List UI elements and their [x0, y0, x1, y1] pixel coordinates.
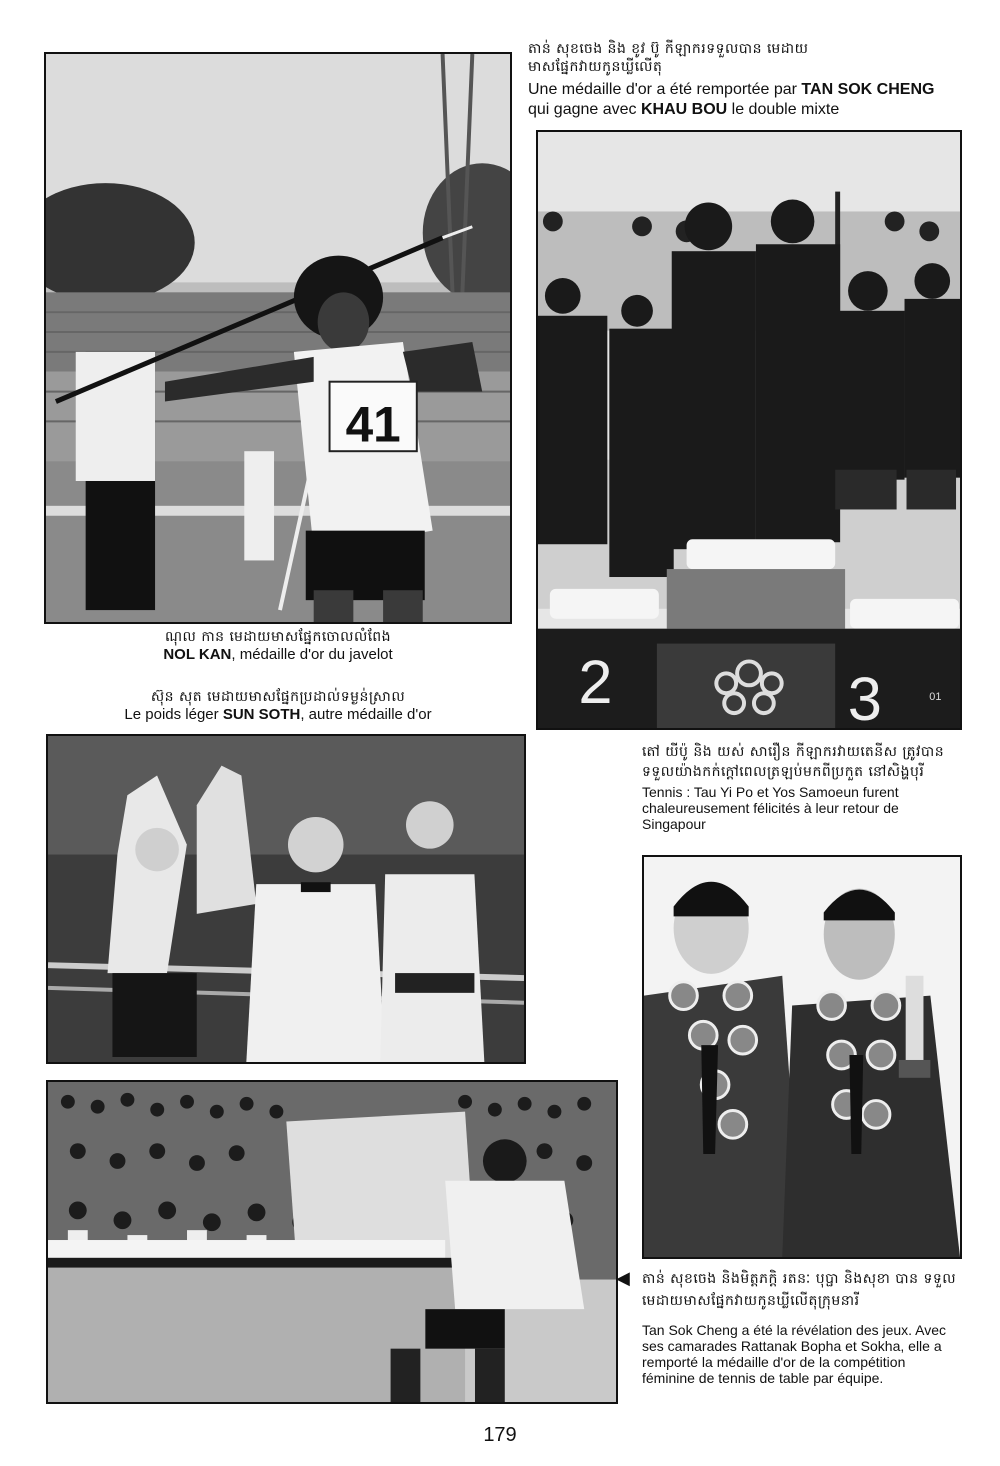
javelin-bib-number: 41: [345, 396, 401, 453]
name-tan-sok-cheng: TAN SOK CHENG: [801, 81, 935, 98]
caption-tennis-khmer: តៅ យីប៉ូ និង យស់ សារឿន កីឡាករវាយតេនីស ត្រូវបានទទួលយ៉ាងកក់ក្ដៅពេលត្រឡប់មកពីប្រកួត នៅសិង្ហបុរី: [642, 744, 945, 780]
podium-corner-mark: 01: [929, 691, 942, 704]
photo-boxing-winner: [46, 734, 526, 1064]
caption-poids-leger: [44, 688, 512, 724]
caption-double-mixte-khmer: តាន់ សុខចេង និង ខូវ ប៊ូ កីឡាករទទួលបាន មេដាយមាសផ្នែកវាយកូនឃ្លីលើតុ: [528, 41, 809, 75]
caption-double-mixte: [528, 40, 958, 120]
caption-tennis-fr: Tennis : Tau Yi Po et Yos Samoeun furent chaleureusement félicités à leur retour de Singapour: [642, 784, 899, 832]
caption-javelot: [44, 628, 512, 664]
caption-javelot-fr: NOL KAN, médaille d'or du javelot: [163, 646, 393, 663]
page-number: 179: [483, 1424, 517, 1446]
caption-pointer-arrow-icon: ◀: [616, 1268, 630, 1288]
caption-table-tennis-khmer: តាន់ សុខចេង និងមិត្តភក្តិ រតនៈ បុប្ផា និងសុខា បាន ទទួលមេដាយមាសផ្នែកវាយកូនឃ្លីលើតុក្រុមនារី: [642, 1271, 957, 1309]
name-sun-soth: SUN SOTH: [222, 706, 301, 723]
name-khau-bou: KHAU BOU: [640, 101, 728, 118]
caption-table-tennis: [642, 1268, 962, 1386]
podium-place-3: 3: [847, 664, 882, 728]
photo-tennis-trophy: [642, 855, 962, 1259]
caption-poids-fr: Le poids léger SUN SOTH, autre médaille d'or: [124, 706, 432, 723]
caption-tennis: [642, 742, 962, 832]
caption-double-mixte-fr: Une médaille d'or a été remportée par TAN SOK CHENG qui gagne avec KHAU BOU le double mixte: [528, 81, 935, 118]
photo-javelin-thrower: [44, 52, 512, 624]
caption-poids-khmer: ស៊ុន សុត មេដាយមាសផ្នែកប្រដាល់ទម្ងន់ស្រាល: [150, 689, 406, 705]
photo-table-tennis-match: [46, 1080, 618, 1404]
caption-javelot-khmer: ណុល កាន មេដាយមាសផ្នែកចោលលំពែង: [164, 629, 392, 645]
photo-podium-table-tennis: [536, 130, 962, 730]
podium-place-2: 2: [578, 648, 613, 718]
name-nol-kan: NOL KAN: [163, 646, 232, 663]
caption-table-tennis-fr: Tan Sok Cheng a été la révélation des jeux. Avec ses camarades Rattanak Bopha et Sokha, elle a remporté la médaille d'or de la compétition féminine de tennis de table par équipe.: [642, 1322, 947, 1386]
